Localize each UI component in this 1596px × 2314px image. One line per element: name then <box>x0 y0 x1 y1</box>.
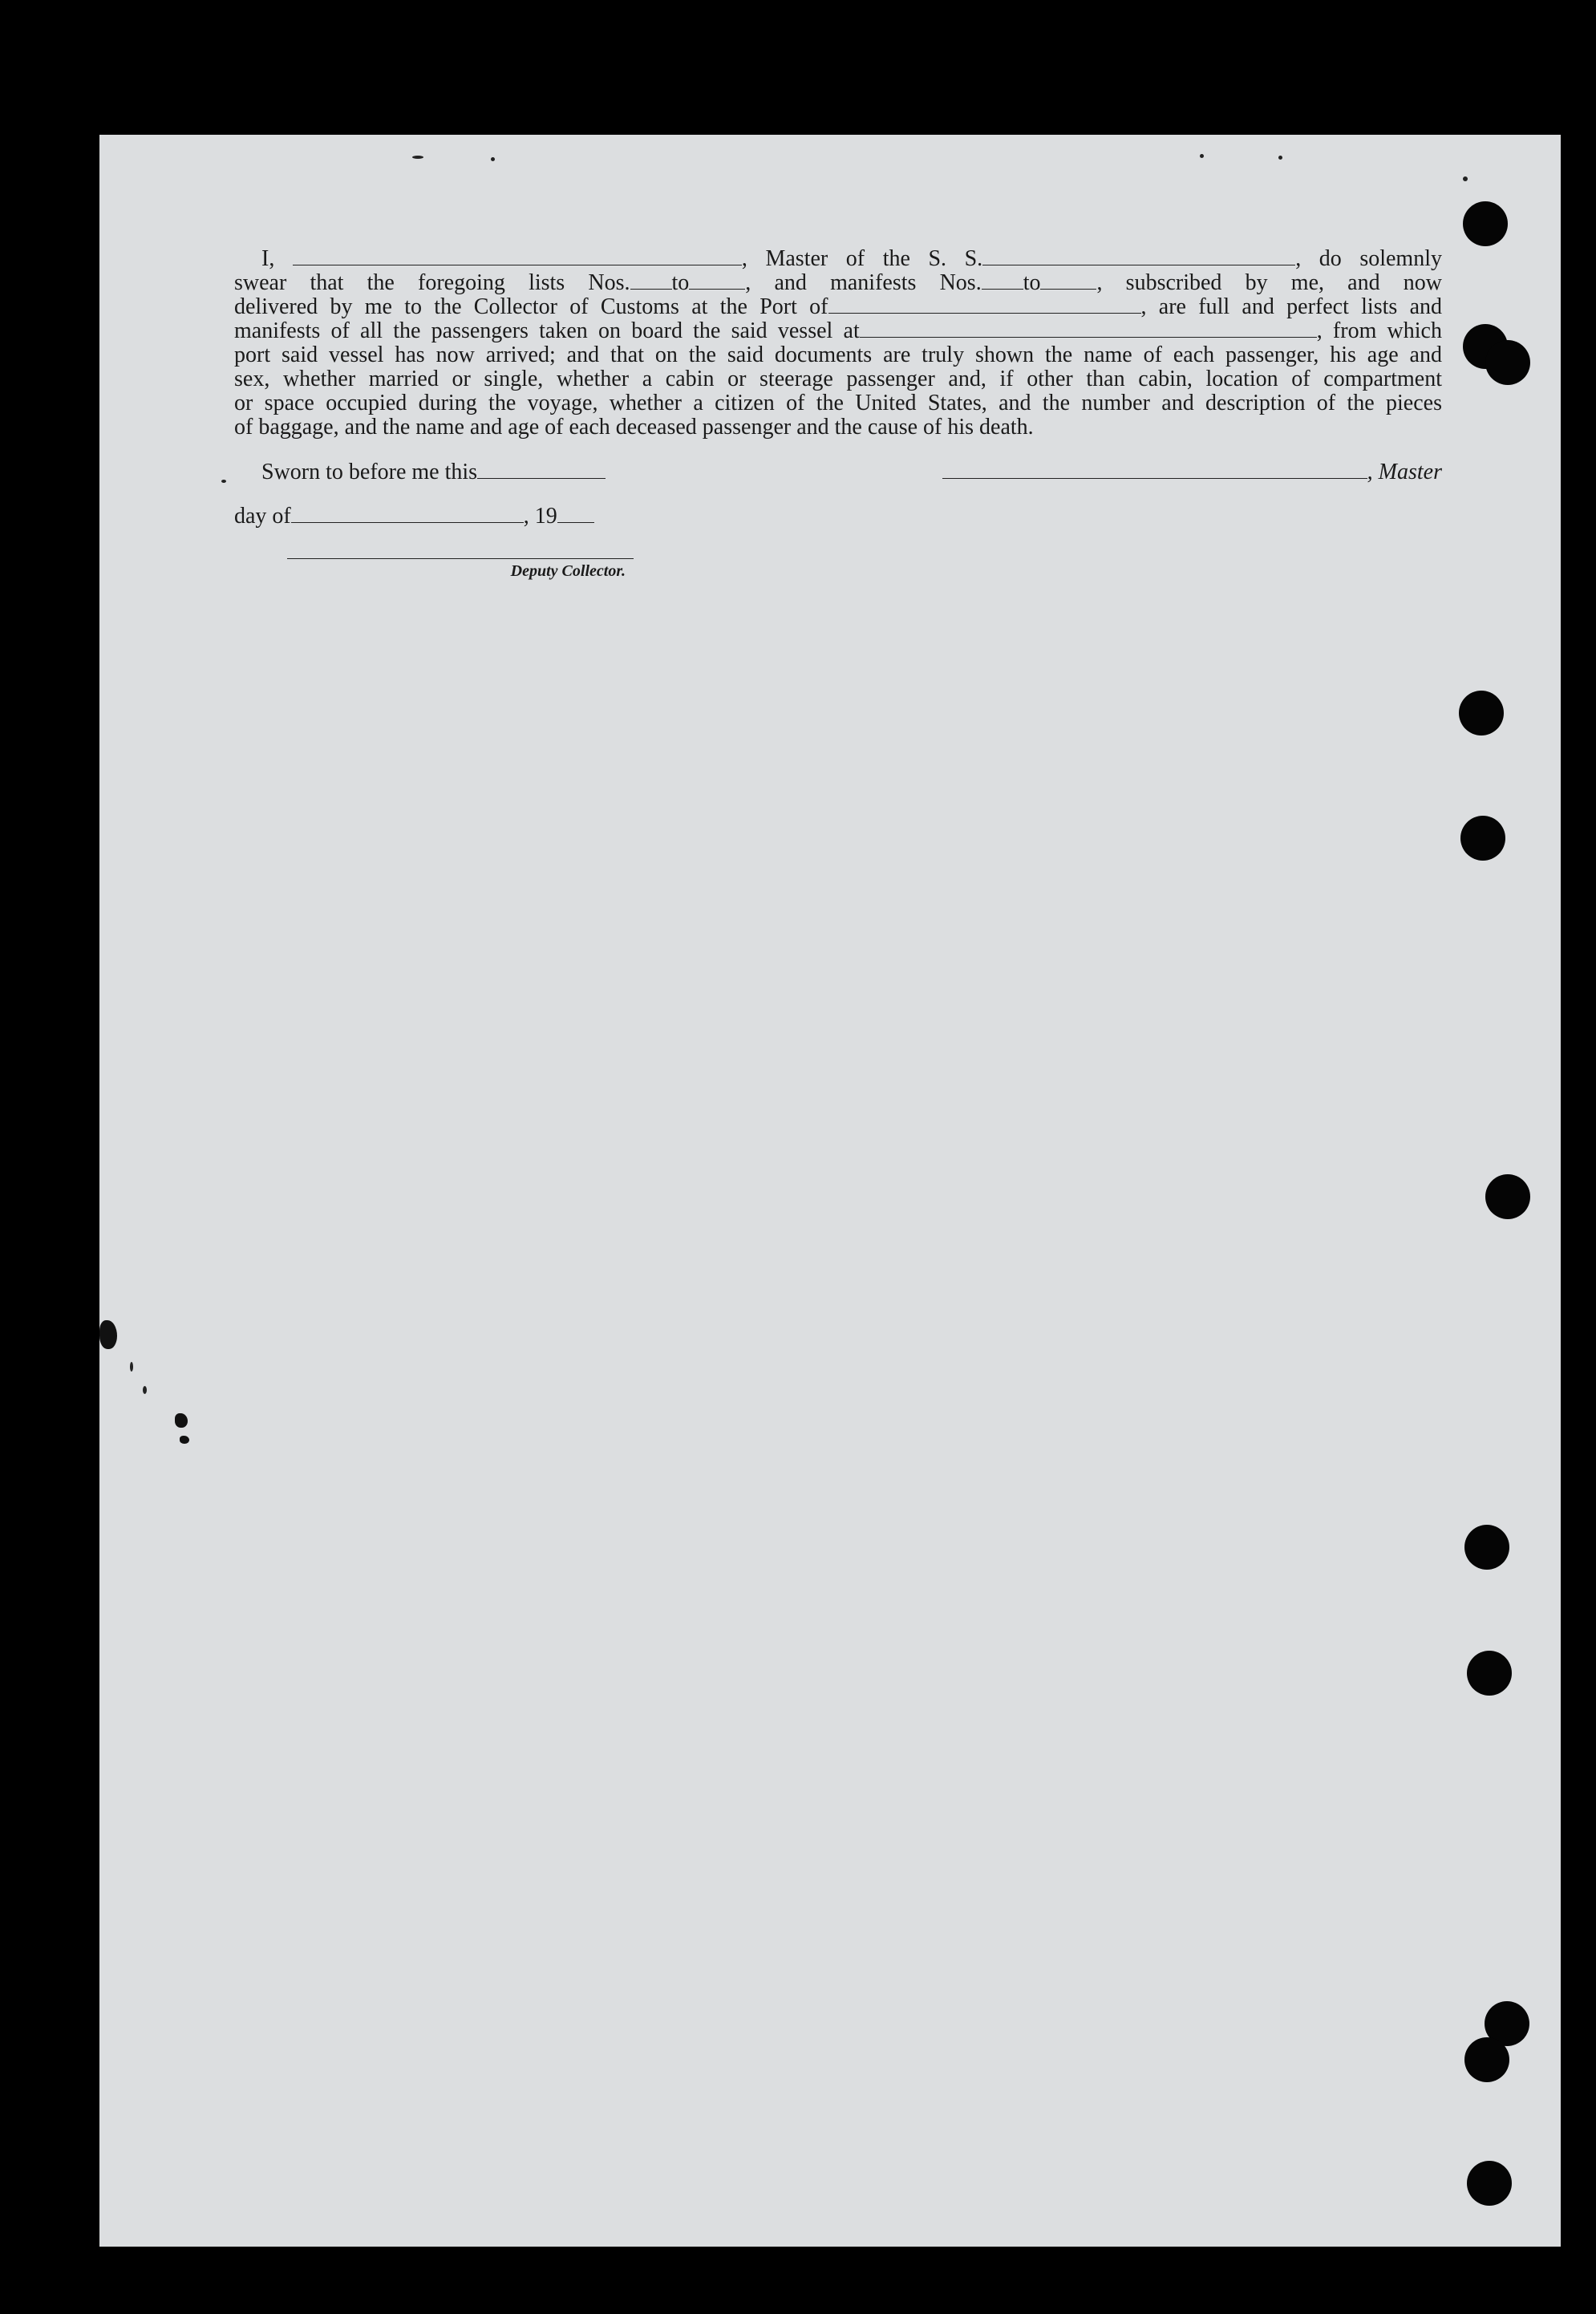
oath-line-7: or space occupied during the voyage, whether a citizen of the United States, and the number and description of the pieces <box>234 391 1442 415</box>
deputy-signature-line <box>287 558 634 559</box>
oath-line-4 <box>234 319 1442 343</box>
speck <box>1200 154 1204 158</box>
year-prefix: , 19 <box>523 504 557 529</box>
punch-hole <box>1464 1525 1509 1570</box>
speck <box>491 157 495 161</box>
oath-text: , are full and perfect lists and <box>1140 294 1442 319</box>
manifest-back-page <box>99 135 1561 2247</box>
sworn-date-blank <box>477 462 606 479</box>
oath-text: to <box>671 270 690 295</box>
oath-text: , from which <box>1316 318 1442 343</box>
sworn-statement <box>261 460 606 485</box>
deputy-collector-signature <box>287 558 634 581</box>
oath-line-6: sex, whether married or single, whether a cabin or steerage passenger and, if other than cabin, location of compartment <box>234 367 1442 391</box>
year-blank <box>557 506 594 523</box>
master-signature-blank <box>942 462 1367 479</box>
speck <box>412 156 423 159</box>
manifest-to-blank <box>1040 273 1096 290</box>
ink-smudge <box>175 1413 188 1428</box>
oath-text: , do solemnly <box>1295 246 1442 271</box>
punch-hole <box>1467 2161 1512 2206</box>
ink-smudge <box>180 1436 189 1444</box>
master-name-blank <box>293 249 742 265</box>
punch-hole <box>1467 1651 1512 1696</box>
punch-hole <box>1485 340 1530 385</box>
oath-line-5: port said vessel has now arrived; and that on the said documents are truly shown the name of each passenger, his age and <box>234 342 1442 367</box>
speck <box>130 1362 133 1372</box>
oath-text: manifests of all the passengers taken on board the said vessel at <box>234 318 860 343</box>
manifest-from-blank <box>982 273 1023 290</box>
punch-hole <box>1463 201 1508 246</box>
oath-text: to <box>1023 270 1041 295</box>
oath-line-2 <box>234 271 1442 295</box>
master-signature <box>942 460 1442 485</box>
day-row <box>234 504 594 529</box>
punch-hole <box>1464 2037 1509 2082</box>
oath-text: delivered by me to the Collector of Customs at the Port of <box>234 294 828 319</box>
list-from-blank <box>630 273 672 290</box>
punch-hole <box>1459 691 1504 736</box>
punch-hole <box>1485 1174 1530 1219</box>
oath-text: swear that the foregoing lists Nos. <box>234 270 630 295</box>
speck <box>221 480 226 483</box>
oath-line-8: of baggage, and the name and age of each deceased passenger and the cause of his death. <box>234 415 1034 440</box>
list-to-blank <box>689 273 745 290</box>
oath-line-1 <box>234 247 1442 271</box>
master-label: , Master <box>1367 460 1442 484</box>
deputy-collector-label: Deputy Collector. <box>510 562 626 580</box>
punch-hole <box>1460 816 1505 861</box>
ship-name-blank <box>982 249 1295 265</box>
oath-text: , subscribed by me, and now <box>1096 270 1443 295</box>
speck <box>1278 156 1282 160</box>
speck <box>1463 176 1468 181</box>
sworn-text: Sworn to before me this <box>261 460 478 484</box>
port-blank <box>828 297 1141 314</box>
master-oath-paragraph <box>234 247 1442 440</box>
oath-line-3 <box>234 295 1442 319</box>
ink-smudge <box>99 1320 117 1349</box>
oath-text: , Master of the S. S. <box>741 246 983 271</box>
month-blank <box>291 506 524 523</box>
day-of-text: day of <box>234 504 291 529</box>
oath-text: I, <box>261 246 275 271</box>
speck <box>143 1386 147 1394</box>
departure-port-blank <box>860 321 1317 338</box>
oath-text: , and manifests Nos. <box>745 270 982 295</box>
